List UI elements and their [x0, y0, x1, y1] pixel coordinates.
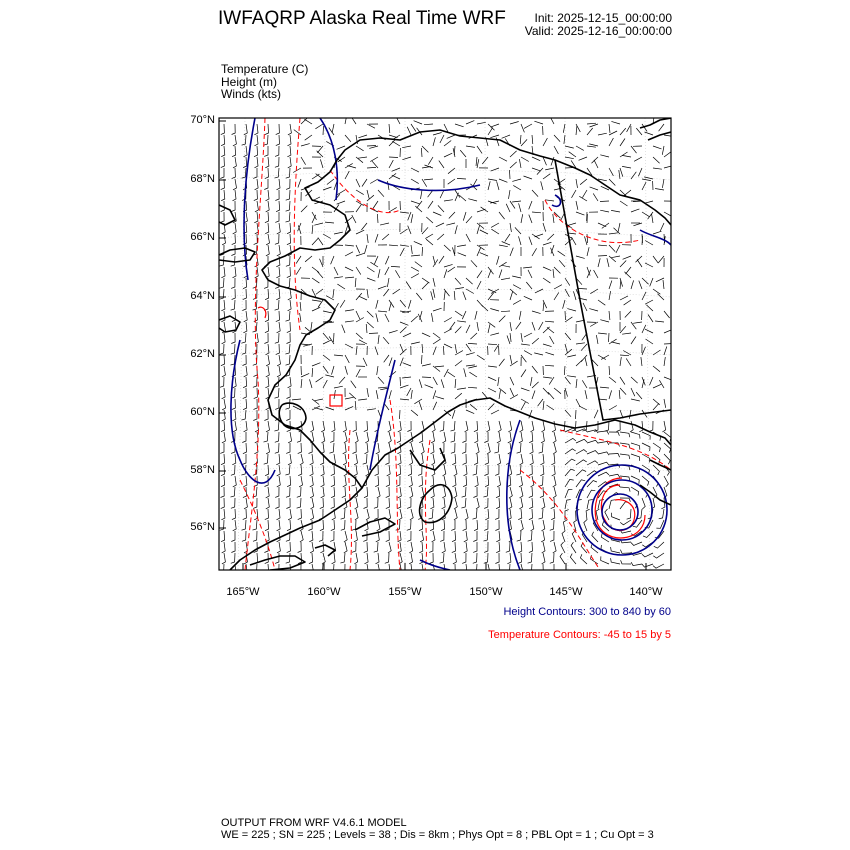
wind-barb: [664, 344, 673, 345]
wind-barb: [598, 256, 607, 257]
map-background: [219, 118, 671, 570]
wind-barb: [510, 170, 511, 179]
wind-barb: [389, 157, 398, 158]
lon-label-160: 160°W: [307, 586, 341, 598]
wind-barb: [334, 333, 335, 342]
lon-label-150: 150°W: [469, 586, 503, 598]
wind-barb: [565, 311, 566, 320]
legend-temperature: Temperature (C): [221, 62, 309, 76]
lat-label-64: 64°N: [190, 290, 215, 302]
lat-label-66: 66°N: [190, 231, 215, 243]
height-contour-info: Height Contours: 300 to 840 by 60: [503, 606, 671, 618]
lat-label-70: 70°N: [190, 114, 215, 126]
lat-label-58: 58°N: [190, 464, 215, 476]
wind-barb: [323, 126, 324, 135]
lat-label-60: 60°N: [190, 406, 215, 418]
valid-time: Valid: 2025-12-16_00:00:00: [524, 24, 672, 38]
wind-barb: [642, 236, 643, 245]
wind-barb: [422, 377, 431, 378]
model-footer: [221, 817, 654, 841]
lat-label-68: 68°N: [190, 173, 215, 185]
lat-label-56: 56°N: [190, 521, 215, 533]
wind-barb: [369, 333, 378, 334]
lat-label-62: 62°N: [190, 348, 215, 360]
lon-label-140: 140°W: [629, 586, 663, 598]
init-time: Init: 2025-12-15_00:00:00: [534, 11, 672, 25]
chart-title: IWFAQRP Alaska Real Time WRF: [218, 8, 506, 29]
footer-params: WE = 225 ; SN = 225 ; Levels = 38 ; Dis = 8km ; Phys Opt = 8 ; PBL Opt = 1 ; Cu Opt = 3: [221, 829, 654, 841]
lon-label-165: 165°W: [226, 586, 260, 598]
wind-barb: [367, 146, 376, 147]
footer-model: OUTPUT FROM WRF V4.6.1 MODEL: [221, 817, 407, 829]
wind-barb: [576, 410, 577, 419]
lon-label-155: 155°W: [388, 586, 422, 598]
lon-label-145: 145°W: [549, 586, 583, 598]
legend-winds: Winds (kts): [221, 87, 281, 101]
wind-barb: [400, 410, 401, 419]
temperature-contour-info: Temperature Contours: -45 to 15 by 5: [488, 629, 671, 641]
wind-barb: [609, 333, 610, 342]
wind-barb: [600, 201, 609, 202]
legend-height: Height (m): [221, 74, 278, 89]
